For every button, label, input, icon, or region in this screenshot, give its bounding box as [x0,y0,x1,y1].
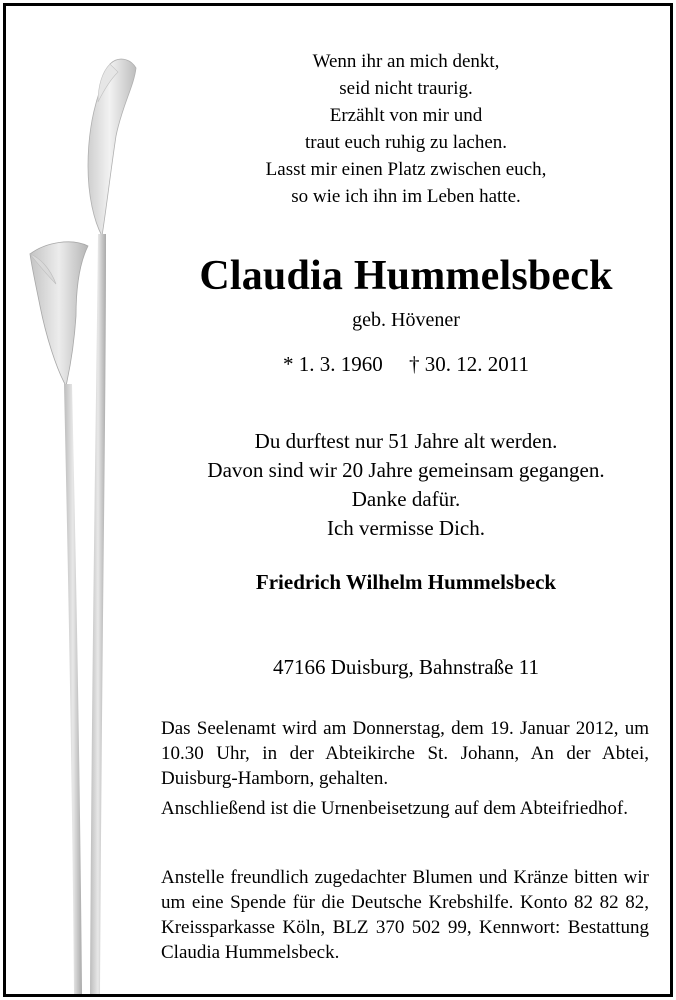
calla-lily-image [6,6,156,994]
message-line: Du durftest nur 51 Jahre alt werden. [254,429,558,453]
mourner-address: 47166 Duisburg, Bahnstraße 11 [273,655,539,679]
life-dates: * 1. 3. 1960 † 30. 12. 2011 [283,352,529,376]
poem-line: Erzählt von mir und [329,105,483,126]
poem-line: Lasst mir einen Platz zwischen euch, [265,159,547,180]
personal-message [156,427,656,543]
poem-line: traut euch ruhig zu lachen. [304,132,508,153]
message-line: Danke dafür. [351,487,461,511]
service-paragraph: Das Seelenamt wird am Donnerstag, dem 19. Januar 2012, um 10.30 Uhr, in der Abteikirche St. Johann, An der Abtei, Duisburg-Hamborn, gehalten. [161,718,649,789]
message-line: Ich vermisse Dich. [326,516,486,540]
mourner-name: Friedrich Wilhelm Hummelsbeck [255,570,557,594]
obituary-frame [3,3,673,997]
poem [156,48,656,210]
birth-name: geb. Hövener [352,309,460,331]
poem-line: so wie ich ihn im Leben hatte. [291,186,521,207]
deceased-name: Claudia Hummelsbeck [199,253,613,299]
poem-line: Wenn ihr an mich denkt, [312,51,500,72]
burial-paragraph: Anschließend ist die Urnenbeisetzung auf dem Abteifriedhof. [161,798,628,819]
message-line: Davon sind wir 20 Jahre gemeinsam gegangen. [207,458,605,482]
poem-line: seid nicht traurig. [339,78,473,99]
donation-paragraph: Anstelle freundlich zugedachter Blumen und Kränze bitten wir um eine Spende für die Deutsche Krebshilfe. Konto 82 82 82, Kreissparkasse Köln, BLZ 370 502 99, Kennwort: Bestattung Claudia Hummelsbeck. [161,867,649,963]
